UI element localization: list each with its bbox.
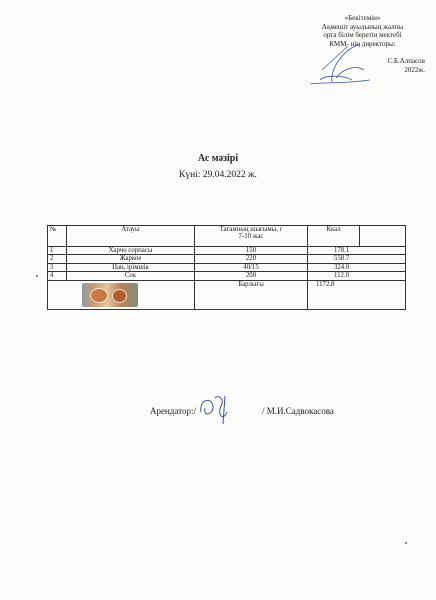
- row-yield: 150: [195, 247, 308, 255]
- menu-table: [47, 225, 406, 310]
- row-yield: 220: [195, 255, 308, 263]
- row-name: Сок: [67, 272, 195, 280]
- total-label: Барлығы: [195, 280, 308, 309]
- table-row: [48, 247, 406, 255]
- row-kcal: 558.7: [308, 255, 406, 263]
- row-name: Нан, ірімшік: [67, 263, 195, 271]
- food-photo-cell: [48, 280, 195, 309]
- table-row: [48, 263, 406, 271]
- row-yield: 200: [195, 272, 308, 280]
- tenant-name: / М.И.Садвокасова: [262, 406, 334, 416]
- approval-school-line2: орта білім беретін мектебі: [323, 31, 402, 40]
- approval-school-line1: Ақмешіт ауылының жалпы: [321, 22, 404, 31]
- row-num: 4: [48, 272, 67, 280]
- tenant-label: Арендатор:/: [150, 406, 196, 416]
- row-name: Жаркое: [67, 255, 195, 263]
- header-yield-line1: Тағамның шығымы, г: [219, 226, 283, 233]
- row-num: 3: [48, 263, 67, 271]
- approval-date: 2022ж.: [404, 65, 425, 74]
- table-header-row: [48, 226, 406, 247]
- page-title: Ас мәзірі: [197, 153, 239, 164]
- tenant-signature: [195, 392, 240, 426]
- header-kcal: Ккал: [308, 226, 360, 247]
- row-num: 2: [48, 255, 67, 263]
- row-kcal: 324.0: [308, 263, 406, 271]
- row-kcal: 178.1: [308, 247, 406, 255]
- header-empty: [360, 226, 406, 247]
- row-kcal: 112.0: [308, 272, 406, 280]
- director-signature: [302, 40, 372, 86]
- approval-title: «Бекітемін»: [344, 14, 381, 22]
- approval-director-line: КММ- нің директоры:: [329, 39, 396, 48]
- menu-date: Күні: 29.04.2022 ж.: [179, 170, 257, 180]
- header-name: Атауы: [67, 226, 195, 247]
- header-num: №: [48, 226, 67, 247]
- header-yield-line2: 7-10 жас: [238, 233, 264, 241]
- table-row: [48, 272, 406, 280]
- row-num: 1: [48, 247, 67, 255]
- table-row: [48, 255, 406, 263]
- table-total-row: [48, 280, 406, 309]
- scan-speck: [36, 275, 38, 277]
- total-value: 1172.8: [308, 280, 406, 309]
- header-yield: [195, 226, 308, 247]
- scan-speck: [405, 542, 407, 544]
- row-yield: 40/15: [195, 263, 308, 271]
- food-photo: [82, 283, 138, 307]
- director-name: С.Б.Алпасов: [387, 56, 425, 65]
- row-name: Харчо сорпасы: [67, 247, 195, 255]
